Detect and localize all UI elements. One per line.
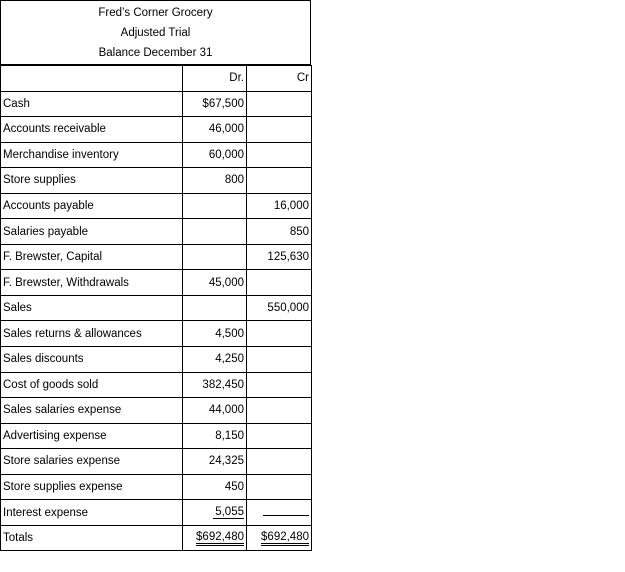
credit-amount (247, 321, 312, 347)
table-row (1, 91, 312, 117)
trial-balance-sheet (0, 0, 311, 551)
credit-amount (247, 91, 312, 117)
credit-amount (247, 142, 312, 168)
account-name: Accounts receivable (1, 117, 183, 143)
debit-amount: 4,500 (183, 321, 247, 347)
account-name: Sales (1, 295, 183, 321)
account-name: F. Brewster, Capital (1, 244, 183, 270)
debit-amount: 450 (183, 474, 247, 500)
credit-column-header: Cr (247, 66, 312, 92)
credit-amount (247, 347, 312, 373)
debit-amount: 382,450 (183, 372, 247, 398)
table-row (1, 270, 312, 296)
credit-amount (247, 474, 312, 500)
debit-amount: 45,000 (183, 270, 247, 296)
credit-amount (247, 500, 312, 526)
debit-amount: 800 (183, 168, 247, 194)
debit-amount (183, 244, 247, 270)
trial-balance-table (0, 65, 312, 551)
table-row (1, 142, 312, 168)
table-row (1, 321, 312, 347)
account-name: Sales discounts (1, 347, 183, 373)
table-row (1, 449, 312, 475)
table-row (1, 117, 312, 143)
table-row (1, 219, 312, 245)
account-name: Interest expense (1, 500, 183, 526)
credit-amount: 16,000 (247, 193, 312, 219)
table-row-last (1, 500, 312, 526)
credit-underline (263, 506, 309, 516)
table-row (1, 372, 312, 398)
debit-total-value: $692,480 (196, 531, 244, 546)
account-name: Merchandise inventory (1, 142, 183, 168)
debit-amount: 44,000 (183, 398, 247, 424)
debit-column-header: Dr. (183, 66, 247, 92)
account-name: Advertising expense (1, 423, 183, 449)
report-header (0, 0, 311, 65)
account-name: Accounts payable (1, 193, 183, 219)
credit-amount (247, 449, 312, 475)
report-title: Adjusted Trial (120, 27, 191, 39)
account-name: Sales returns & allowances (1, 321, 183, 347)
credit-amount (247, 270, 312, 296)
account-name: Store salaries expense (1, 449, 183, 475)
credit-amount (247, 117, 312, 143)
account-name: Cost of goods sold (1, 372, 183, 398)
credit-amount (247, 168, 312, 194)
column-header-row (1, 66, 312, 92)
credit-amount (247, 372, 312, 398)
debit-amount (183, 219, 247, 245)
account-name: Store supplies expense (1, 474, 183, 500)
credit-amount: 550,000 (247, 295, 312, 321)
debit-amount: 8,150 (183, 423, 247, 449)
account-name: Sales salaries expense (1, 398, 183, 424)
table-row (1, 423, 312, 449)
totals-label: Totals (1, 525, 183, 551)
account-name: Salaries payable (1, 219, 183, 245)
credit-amount (247, 423, 312, 449)
credit-amount: 850 (247, 219, 312, 245)
debit-amount (183, 295, 247, 321)
credit-amount: 125,630 (247, 244, 312, 270)
debit-amount (183, 500, 247, 526)
company-name: Fred’s Corner Grocery (98, 7, 213, 19)
account-name: Cash (1, 91, 183, 117)
table-row (1, 193, 312, 219)
debit-amount: 24,325 (183, 449, 247, 475)
table-row (1, 398, 312, 424)
debit-amount: 4,250 (183, 347, 247, 373)
table-row (1, 347, 312, 373)
debit-amount: 60,000 (183, 142, 247, 168)
debit-total (183, 525, 247, 551)
table-row (1, 295, 312, 321)
account-name: F. Brewster, Withdrawals (1, 270, 183, 296)
debit-amount (183, 193, 247, 219)
debit-amount-underlined: 5,055 (215, 506, 244, 519)
credit-amount (247, 398, 312, 424)
table-row (1, 244, 312, 270)
credit-total (247, 525, 312, 551)
table-row (1, 474, 312, 500)
account-column-header (1, 66, 183, 92)
debit-amount: $67,500 (183, 91, 247, 117)
report-date: Balance December 31 (98, 47, 213, 59)
debit-amount: 46,000 (183, 117, 247, 143)
credit-total-value: $692,480 (261, 531, 309, 546)
totals-row (1, 525, 312, 551)
table-row (1, 168, 312, 194)
account-name: Store supplies (1, 168, 183, 194)
